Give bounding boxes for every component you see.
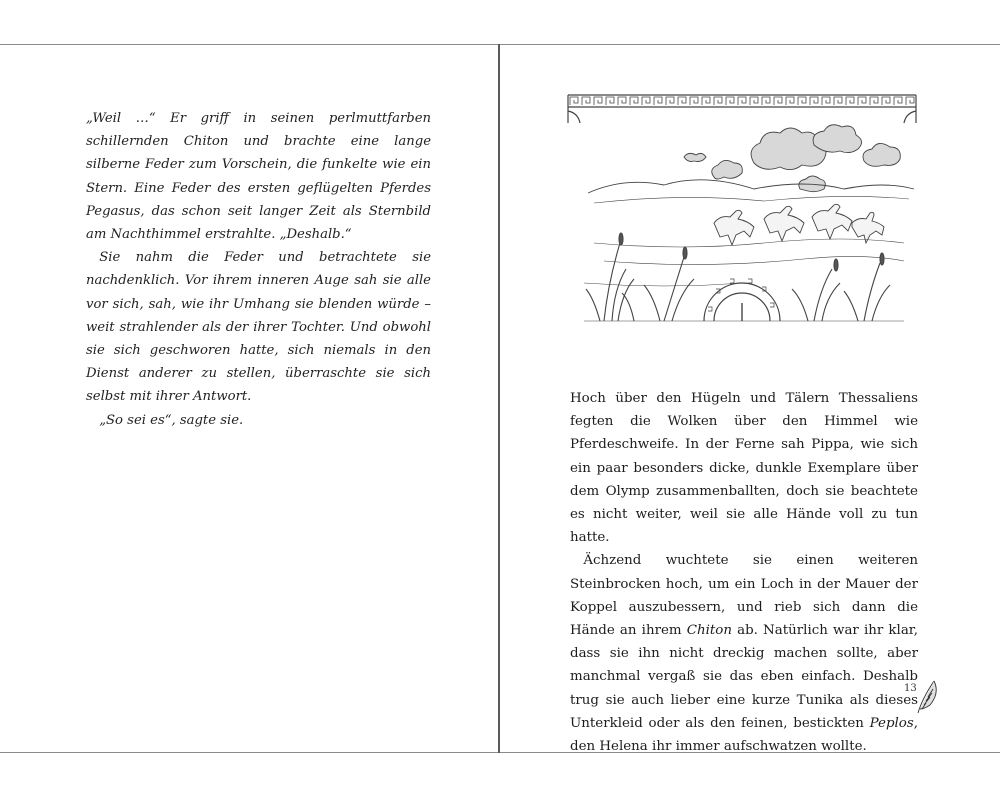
text-span: , den Helena ihr immer aufschwatzen wollte. [570,715,918,755]
page-number: 13 [904,683,917,694]
clouds-icon [684,125,900,192]
left-page-text [86,107,431,432]
grass-icon [792,253,890,321]
horses-icon [714,204,884,245]
arch-icon [704,279,780,321]
greek-key-border-icon [568,95,916,123]
paragraph [570,549,918,758]
feather-icon [912,675,940,715]
right-page-text [570,387,918,758]
emphasis-peplos: Peplos [869,715,914,731]
left-page [0,45,498,752]
text-span: ab. Natürlich war ihr klar, dass sie ihn nicht dreckig machen sollte, aber manchmal vergaß sie das eben einfach. Deshalb trug sie auch lieber eine kurze Tunika als dieses Unterkleid oder als den feinen, bestickten [570,623,918,731]
right-page [500,45,1000,755]
paragraph: „Weil …“ Er griff in seinen perlmuttfarben schillernden Chiton und brachte eine lange silberne Feder zum Vorschein, die funkelte wie ein Stern. Eine Feder des ersten geflügelten Pferdes Pegasus, das schon seit langer Zeit als Sternbild am Nachthimmel erstrahlte. „Deshalb.“ [86,111,431,243]
paragraph: Hoch über den Hügeln und Tälern Thessaliens fegten die Wolken über den Himmel wie Pferdeschweife. In der Ferne sah Pippa, wie sich ein paar besonders dicke, dunkle Exemplare über dem Olymp zusammenballten, doch sie beachtete es nicht weiter, weil sie alle Hände voll zu tun hatte. [570,391,918,546]
horses-landscape-illustration [564,93,919,323]
text-span: Ächzend wuchtete sie einen weiteren Steinbrocken hoch, um ein Loch in der Mauer der Koppel auszubessern, und rieb sich dann die Hände an ihrem [570,553,918,639]
paragraph: „So sei es“, sagte sie. [99,412,244,428]
emphasis-chiton: Chiton [686,623,732,639]
paragraph: Sie nahm die Feder und betrachtete sie nachdenklich. Vor ihrem inneren Auge sah sie alle vor sich, sah, wie ihr Umhang sie blenden würde – weit strahlender als der ihrer Tochter. Und obwohl sie sich geschworen hatte, sich niemals in den Dienst anderer zu stellen, überraschte sie sich selbst mit ihrer Antwort. [86,250,431,405]
